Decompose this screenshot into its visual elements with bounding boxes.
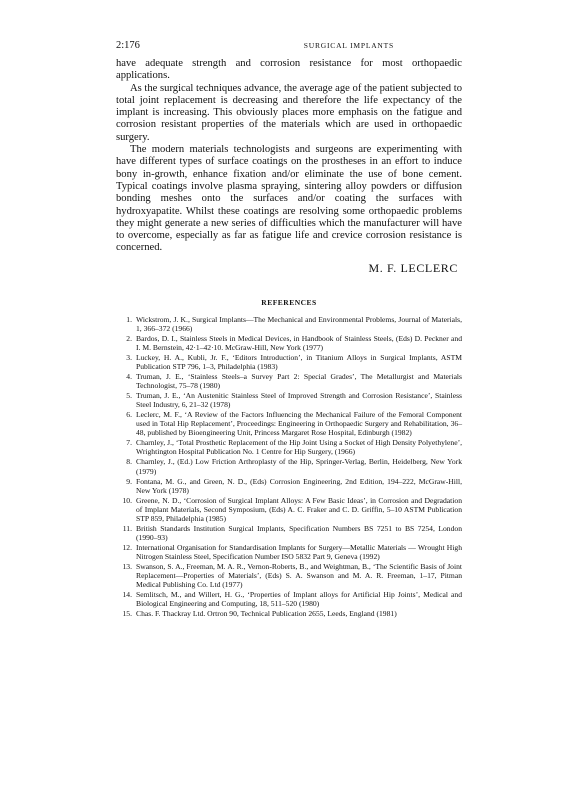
reference-item: 11. British Standards Institution Surgical Implants, Specification Numbers BS 7251 to BS 7254, London (1990–93) xyxy=(122,523,462,542)
reference-item: 15. Chas. F. Thackray Ltd. Ortron 90, Technical Publication 2655, Leeds, England (1981) xyxy=(122,609,397,619)
reference-item: 1. Wickstrom, J. K., Surgical Implants—The Mechanical and Environmental Problems, Journal of Materials, 1, 366–372 (1966) xyxy=(126,314,462,333)
reference-item: 8. Charnley, J., (Ed.) Low Friction Arthroplasty of the Hip, Springer-Verlag, Berlin, Heidelberg, New York (1979) xyxy=(126,457,462,476)
running-title: SURGICAL IMPLANTS xyxy=(303,41,394,50)
reference-item: 5. Truman, J. E., ‘An Austenitic Stainless Steel of Improved Strength and Corrosion Resistance’, Stainless Steel Industry, 6, 21–32 (1978) xyxy=(126,391,462,410)
reference-item: 4. Truman, J. E., ‘Stainless Steels–a Survey Part 2: Special Grades’, The Metallurgist and Materials Technologist, 75–78 (1980) xyxy=(126,372,462,391)
references-list xyxy=(116,315,462,619)
reference-item: 12. International Organisation for Standardisation Implants for Surgery—Metallic Materials — Wrought High Nitrogen Stainless Steel, Specification Number ISO 5832 Part 9, Geneva (1992) xyxy=(122,542,462,561)
references-heading: REFERENCES xyxy=(261,297,317,307)
reference-item: 9. Fontana, M. G., and Green, N. D., (Eds) Corrosion Engineering, 2nd Edition, 194–222, McGraw-Hill, New York (1978) xyxy=(126,476,462,495)
paragraph: As the surgical techniques advance, the average age of the patient subjected to total joint replacement is decreasing and therefore the life expectancy of the implant is increasing. This obviously places more emphasis on the fatigue and corrosion resistant properties of the materials which are used in orthopaedic surgery. xyxy=(116,82,462,143)
paragraph: The modern materials technologists and surgeons are experimenting with have different types of surface coatings on the prostheses in an effort to induce bony in-growth, enhance fixation and/or eliminate the use of bone cement. Typical coatings involve plasma spraying, sintering alloy powders or diffusion bonding meshes onto the surfaces and/or coating the surfaces with hydroxyapatite. Whilst these coatings are resolving some orthopaedic problems they might generate a new series of difficulties which the manufacturer will have to overcome, especially as far as fatigue life and crevice corrosion resistance is concerned. xyxy=(116,144,462,254)
reference-item: 14. Semlitsch, M., and Willert, H. G., ‘Properties of Implant alloys for Artificial Hip Joints’, Medical and Biological Engineering and Computing, 18, 511–520 (1980) xyxy=(122,590,462,609)
author-signature: M. F. LECLERC xyxy=(368,260,458,275)
reference-item: 13. Swanson, S. A., Freeman, M. A. R., Vernon-Roberts, B., and Weightman, B., ‘The Scientific Basis of Joint Replacement—Properties of Materials’, (Eds) S. A. Swanson and M. A. R. Freeman, 1–17, Pitman Medical Publishing Co. Ltd (1977) xyxy=(122,561,462,590)
document-page xyxy=(116,40,462,619)
body-text xyxy=(116,58,462,255)
page-number: 2:176 xyxy=(116,40,140,51)
reference-item: 7. Charnley, J., ‘Total Prosthetic Replacement of the Hip Joint Using a Socket of High Density Polyethylene’, Wrightington Hospital Publication No. 1 Centre for Hip Surgery, (1966) xyxy=(126,438,462,457)
paragraph: have adequate strength and corrosion resistance for most orthopaedic applications. xyxy=(116,58,462,82)
reference-item: 2. Bardos, D. I., Stainless Steels in Medical Devices, in Handbook of Stainless Steels, (Eds) D. Peckner and I. M. Bernstein, 42·1–42·10. McGraw-Hill, New York (1977) xyxy=(126,333,462,352)
reference-item: 3. Luckey, H. A., Kubli, Jr. F., ‘Editors Introduction’, in Titanium Alloys in Surgical Implants, ASTM Publication STP 796, 1–3, Philadelphia (1983) xyxy=(126,352,462,371)
reference-item: 10. Greene, N. D., ‘Corrosion of Surgical Implant Alloys: A Few Basic Ideas’, in Corrosion and Degradation of Implant Materials, Second Symposium, (Eds) A. C. Fraker and C. D. Griffin, 5–10 ASTM Publication STP 859, Philadelphia (1985) xyxy=(122,495,462,523)
page-header xyxy=(116,40,462,58)
reference-item: 6. Leclerc, M. F., ‘A Review of the Factors Influencing the Mechanical Failure of the Femoral Component used in Total Hip Replacement’, Proceedings: Engineering in Orthopaedic Surgery and Rehabilitation, 36–48, published by Bioengineering Unit, Princess Margaret Rose Hospital, Edinburgh (1982) xyxy=(126,410,462,438)
